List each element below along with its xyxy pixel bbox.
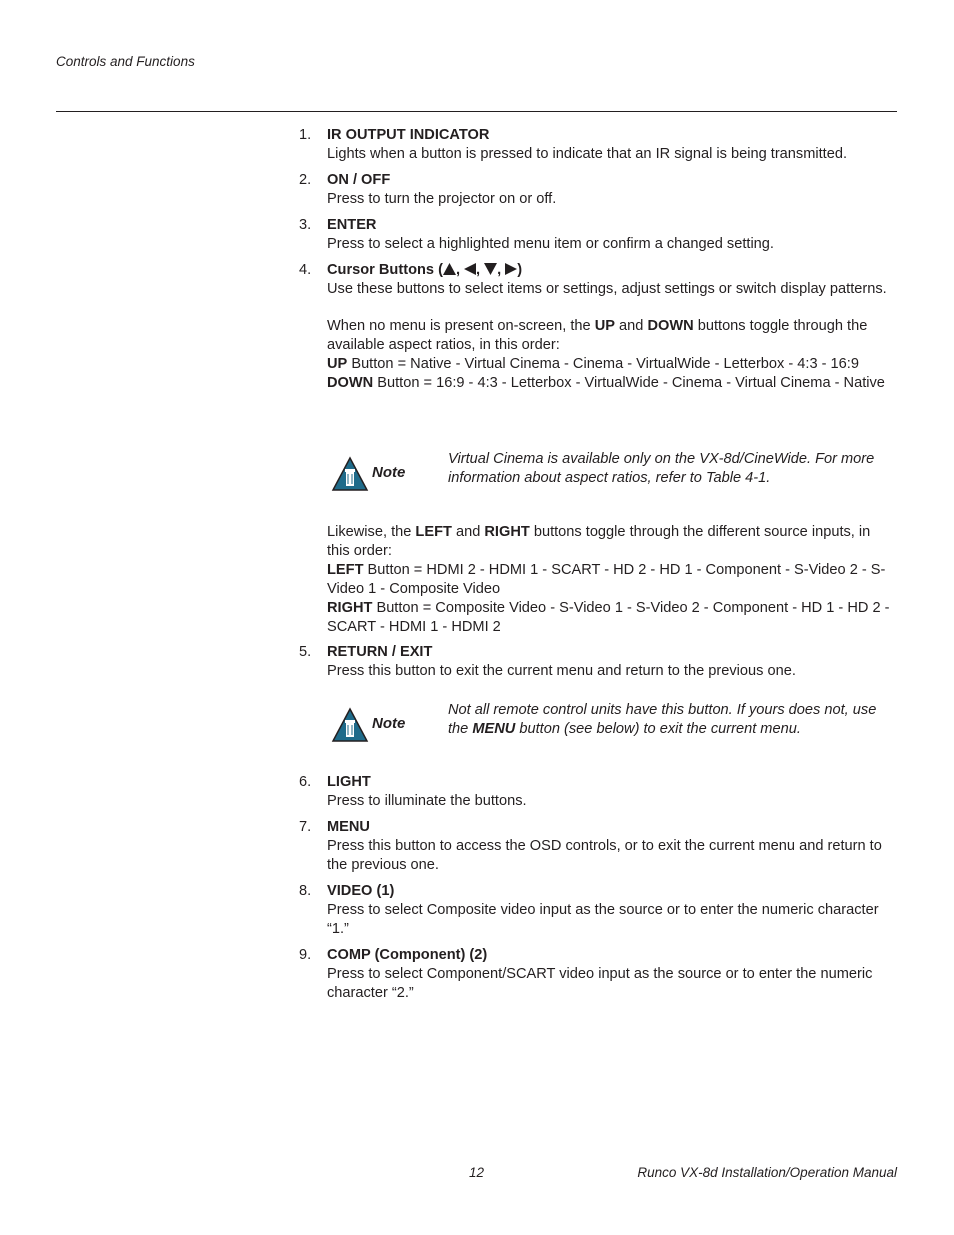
item-description: Press to turn the projector on or off. bbox=[327, 191, 557, 207]
text: and bbox=[614, 318, 648, 334]
header-divider bbox=[56, 111, 897, 112]
right-triangle-icon bbox=[505, 263, 517, 275]
item-body bbox=[327, 946, 897, 1003]
manual-title: Runco VX-8d Installation/Operation Manual bbox=[637, 1165, 897, 1180]
down-triangle-icon bbox=[484, 263, 497, 275]
text: buttons toggle through the available aspect ratios, in this order: bbox=[327, 318, 868, 353]
note-warning-icon bbox=[331, 707, 369, 743]
item-body bbox=[327, 216, 897, 254]
item-title: IR OUTPUT INDICATOR bbox=[327, 127, 490, 143]
item-number: 4. bbox=[299, 262, 312, 278]
down-keyword: DOWN bbox=[647, 318, 694, 334]
section-title: Controls and Functions bbox=[56, 54, 195, 69]
title-separator: , bbox=[476, 262, 485, 278]
item-title: LIGHT bbox=[327, 774, 371, 790]
left-order bbox=[327, 561, 897, 599]
item-number: 3. bbox=[299, 217, 312, 233]
item-description: Press to select Component/SCART video input as the source or to enter the numeric character “2.” bbox=[327, 966, 873, 1001]
title-end: ) bbox=[517, 262, 523, 278]
item-body bbox=[327, 882, 897, 939]
item-description: Press to select a highlighted menu item or confirm a changed setting. bbox=[327, 236, 774, 252]
text: buttons toggle through the different source inputs, in this order: bbox=[327, 524, 871, 559]
item-body bbox=[327, 126, 897, 164]
left-order-text: Button = HDMI 2 - HDMI 1 - SCART - HD 2 - HD 1 - Component - S-Video 2 - S-Video 1 - Composite Video bbox=[327, 562, 886, 597]
item-body bbox=[327, 261, 897, 393]
down-order-text: Button = 16:9 - 4:3 - Letterbox - VirtualWide - Cinema - Virtual Cinema - Native bbox=[373, 375, 885, 391]
item-number: 2. bbox=[299, 172, 312, 188]
source-intro bbox=[327, 523, 897, 561]
item-number: 8. bbox=[299, 883, 312, 899]
item-title: COMP (Component) (2) bbox=[327, 947, 488, 963]
item-body bbox=[327, 171, 897, 209]
text: and bbox=[451, 524, 485, 540]
menu-keyword: MENU bbox=[472, 721, 516, 737]
right-order-text: Button = Composite Video - S-Video 1 - S-Video 2 - Component - HD 1 - HD 2 - SCART - HDMI 1 - HDMI 2 bbox=[327, 600, 890, 635]
text: Not all remote control units have this button. If yours does not, use the bbox=[448, 702, 877, 737]
item-body bbox=[327, 643, 897, 681]
item-description: Press to select Composite video input as the source or to enter the numeric character “1.” bbox=[327, 902, 879, 937]
up-label: UP bbox=[327, 356, 348, 372]
item-body bbox=[327, 818, 897, 875]
item-title: VIDEO (1) bbox=[327, 883, 395, 899]
item-number: 1. bbox=[299, 127, 312, 143]
item-description: Lights when a button is pressed to indicate that an IR signal is being transmitted. bbox=[327, 146, 848, 162]
item-title: ENTER bbox=[327, 217, 377, 233]
item-description: Press this button to access the OSD controls, or to exit the current menu and return to the previous one. bbox=[327, 838, 882, 873]
item-title: ON / OFF bbox=[327, 172, 391, 188]
left-triangle-icon bbox=[464, 263, 476, 275]
page-number: 12 bbox=[469, 1165, 485, 1180]
item-description: Use these buttons to select items or settings, adjust settings or switch display patterns. bbox=[327, 281, 887, 297]
right-label: RIGHT bbox=[327, 600, 373, 616]
text: Likewise, the bbox=[327, 524, 416, 540]
title-separator: , bbox=[497, 262, 506, 278]
item-number: 5. bbox=[299, 644, 312, 660]
item-title bbox=[327, 261, 897, 280]
down-label: DOWN bbox=[327, 375, 374, 391]
left-keyword: LEFT bbox=[415, 524, 452, 540]
left-label: LEFT bbox=[327, 562, 364, 578]
note-text bbox=[448, 701, 900, 739]
note-label: Note bbox=[372, 464, 406, 481]
item-title: RETURN / EXIT bbox=[327, 644, 433, 660]
aspect-intro bbox=[327, 317, 897, 355]
item-body bbox=[327, 773, 897, 811]
title-separator: , bbox=[455, 262, 465, 278]
item-number: 7. bbox=[299, 819, 312, 835]
down-order bbox=[327, 374, 897, 393]
up-order-text: Button = Native - Virtual Cinema - Cinema - VirtualWide - Letterbox - 4:3 - 16:9 bbox=[347, 356, 859, 372]
note-label: Note bbox=[372, 715, 406, 732]
item-title-text: Cursor Buttons ( bbox=[327, 262, 443, 278]
text: button (see below) to exit the current menu. bbox=[515, 721, 801, 737]
item-description: Press this button to exit the current menu and return to the previous one. bbox=[327, 663, 796, 679]
note-text: Virtual Cinema is available only on the VX-8d/CineWide. For more information about aspect ratios, refer to Table 4-1. bbox=[448, 451, 875, 486]
item-body bbox=[327, 523, 897, 637]
item-number: 6. bbox=[299, 774, 312, 790]
up-triangle-icon bbox=[443, 263, 456, 275]
item-number: 9. bbox=[299, 947, 312, 963]
note-warning-icon bbox=[331, 456, 369, 492]
up-order bbox=[327, 355, 897, 374]
item-title: MENU bbox=[327, 819, 370, 835]
right-keyword: RIGHT bbox=[484, 524, 530, 540]
up-keyword: UP bbox=[594, 318, 615, 334]
right-order bbox=[327, 599, 897, 637]
text: When no menu is present on-screen, the bbox=[327, 318, 595, 334]
item-description: Press to illuminate the buttons. bbox=[327, 793, 527, 809]
